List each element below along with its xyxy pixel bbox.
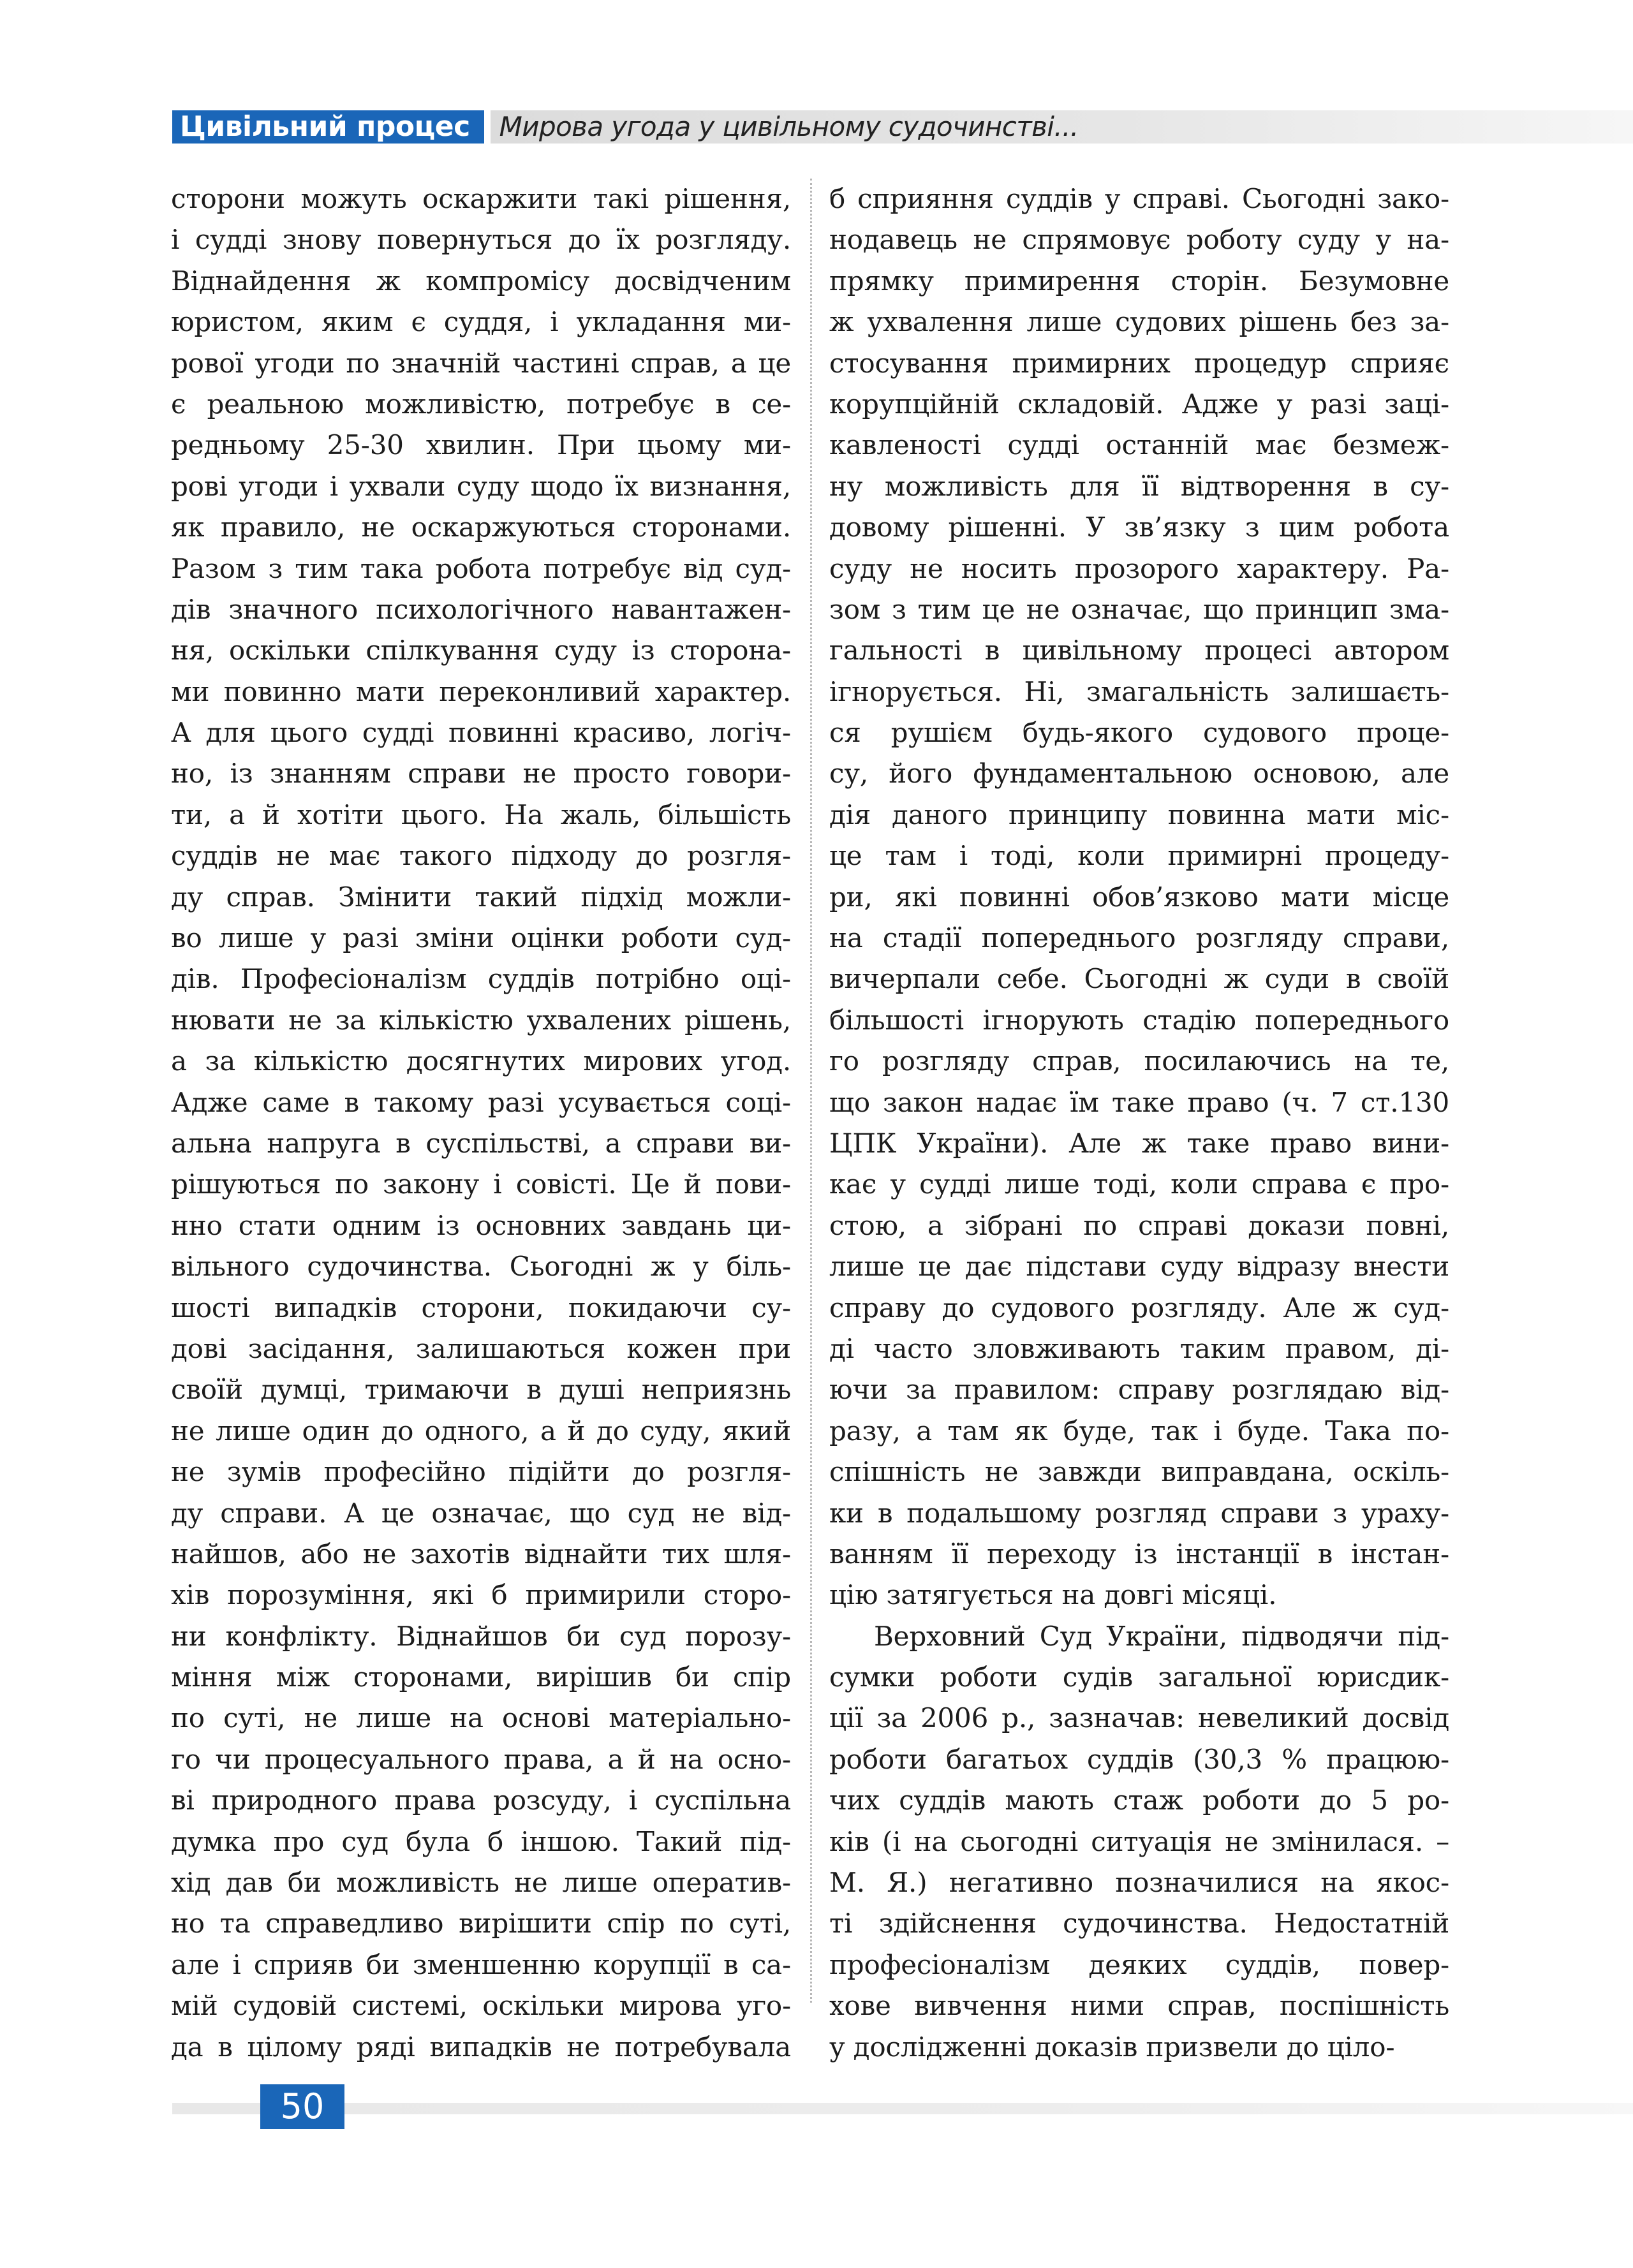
text-line: ри, які повинні обов’язково мати місце — [829, 881, 1449, 913]
text-line: б сприяння суддів у справі. Сьогодні зако- — [829, 183, 1449, 214]
text-line: Верховний Суд України, підводячи під- — [874, 1620, 1449, 1652]
text-line: суддів не має такого підходу до розгля- — [171, 840, 791, 872]
text-line: це там і тоді, коли примирні процеду- — [829, 840, 1449, 872]
text-line: ків (і на сьогодні ситуація не змінилася. – — [829, 1825, 1449, 1857]
text-line: но та справедливо вирішити спір по суті, — [171, 1908, 791, 1940]
text-line: ми повинно мати переконливий характер. — [171, 675, 791, 707]
text-line: юристом, яким є суддя, і укладання ми- — [171, 306, 791, 338]
text-line: нювати не за кількістю ухвалених рішень, — [171, 1004, 791, 1036]
text-line: ж ухвалення лише судових рішень без за- — [829, 306, 1449, 338]
text-line: стосування примирних процедур сприяє — [829, 347, 1449, 379]
text-line: а за кількістю досягнутих мирових угод. — [171, 1045, 791, 1077]
text-line: своїй думці, тримаючи в душі неприязнь — [171, 1374, 791, 1406]
text-line: що закон надає їм таке право (ч. 7 ст.130 — [829, 1086, 1449, 1118]
article-title: Мирова угода у цивільному судочинстві... — [491, 110, 1633, 144]
text-line: суду не носить прозорого характеру. Ра- — [829, 552, 1449, 584]
text-line: і судді знову повернуться до їх розгляду. — [171, 224, 791, 256]
footer-rule — [172, 2103, 1633, 2114]
text-line: найшов, або не захотів віднайти тих шля- — [171, 1538, 791, 1570]
text-line: шості випадків сторони, покидаючи су- — [171, 1292, 791, 1323]
text-line: хів порозуміння, які б примирили сторо- — [171, 1579, 791, 1611]
text-line: сумки роботи судів загальної юрисдик- — [829, 1661, 1449, 1693]
text-line: но, із знанням справи не просто говори- — [171, 758, 791, 790]
text-line: Разом з тим така робота потребує від суд- — [171, 552, 791, 584]
text-line: ті здійснення судочинства. Недостатній — [829, 1908, 1449, 1940]
text-line: не зумів професійно підійти до розгля- — [171, 1456, 791, 1488]
text-line: справу до судового розгляду. Але ж суд- — [829, 1292, 1449, 1323]
text-line: вільного судочинства. Сьогодні ж у біль- — [171, 1251, 791, 1283]
text-line: мій судовій системі, оскільки мирова уго- — [171, 1990, 791, 2022]
text-line: ючи за правилом: справу розглядаю від- — [829, 1374, 1449, 1406]
text-line: рової угоди по значній частині справ, а це — [171, 347, 791, 379]
text-line: во лише у разі зміни оцінки роботи суд- — [171, 922, 791, 954]
text-line: зом з тим це не означає, що принцип зма- — [829, 593, 1449, 625]
text-line: ни конфлікту. Віднайшов би суд порозу- — [171, 1620, 791, 1652]
text-line: разу, а там як буде, так і буде. Така по- — [829, 1415, 1449, 1447]
text-line: М. Я.) негативно позначилися на якос- — [829, 1867, 1449, 1899]
text-line: як правило, не оскаржуються сторонами. — [171, 512, 791, 543]
text-line: ки в подальшому розгляд справи з ураху- — [829, 1497, 1449, 1529]
text-line: не лише один до одного, а й до суду, який — [171, 1415, 791, 1447]
text-line: су, його фундаментальною основою, але — [829, 758, 1449, 790]
text-line: нно стати одним із основних завдань ци- — [171, 1209, 791, 1241]
text-line: міння між сторонами, вирішив би спір — [171, 1661, 791, 1693]
text-line: редньому 25-30 хвилин. При цьому ми- — [171, 429, 791, 461]
text-line: нодавець не спрямовує роботу суду у на- — [829, 224, 1449, 256]
text-line: стою, а зібрані по справі докази повні, — [829, 1209, 1449, 1241]
text-line: цію затягується на довгі місяці. — [829, 1579, 1277, 1611]
text-line: ду справ. Змінити такий підхід можли- — [171, 881, 791, 913]
text-line: але і сприяв би зменшенню корупції в са- — [171, 1948, 791, 1980]
text-line: дові засідання, залишаються кожен при — [171, 1332, 791, 1364]
text-line: го чи процесуального права, а й на осно- — [171, 1743, 791, 1775]
text-line: по суті, не лише на основі матеріально- — [171, 1702, 791, 1734]
text-line: гальності в цивільному процесі автором — [829, 635, 1449, 666]
text-line: ції за 2006 р., зазначав: невеликий досвід — [829, 1702, 1449, 1734]
text-line: думка про суд була б іншою. Такий під- — [171, 1825, 791, 1857]
text-line: А для цього судді повинні красиво, логіч- — [171, 717, 791, 749]
text-line: дів. Професіоналізм суддів потрібно оці- — [171, 963, 791, 995]
text-line: рові угоди і ухвали суду щодо їх визнання, — [171, 470, 791, 502]
text-line: корупційній складовій. Адже у разі заці- — [829, 388, 1449, 420]
text-line: альна напруга в суспільстві, а справи ви- — [171, 1127, 791, 1159]
text-line: ванням її переходу із інстанції в інстан- — [829, 1538, 1449, 1570]
text-line: ду справи. А це означає, що суд не від- — [171, 1497, 791, 1529]
text-line: го розгляду справ, посилаючись на те, — [829, 1045, 1449, 1077]
text-line: сторони можуть оскаржити такі рішення, — [171, 183, 791, 214]
text-line: є реальною можливістю, потребує в се- — [171, 388, 791, 420]
text-line: на стадії попереднього розгляду справи, — [829, 922, 1449, 954]
text-line: дія даного принципу повинна мати міс- — [829, 799, 1449, 830]
text-line: кає у судді лише тоді, коли справа є про- — [829, 1168, 1449, 1200]
text-line: роботи багатьох суддів (30,3 % працюю- — [829, 1743, 1449, 1775]
text-line: ігнорується. Ні, змагальність залишаєть- — [829, 675, 1449, 707]
text-line: прямку примирення сторін. Безумовне — [829, 265, 1449, 297]
text-line: ну можливість для її відтворення в су- — [829, 470, 1449, 502]
text-line: ві природного права розсуду, і суспільна — [171, 1785, 791, 1816]
text-line: ти, а й хотіти цього. На жаль, більшість — [171, 799, 791, 830]
text-line: рішуються по закону і совісті. Це й пови- — [171, 1168, 791, 1200]
text-line: хове вивчення ними справ, поспішність — [829, 1990, 1449, 2022]
text-line: вичерпали себе. Сьогодні ж суди в своїй — [829, 963, 1449, 995]
text-line: у дослідженні доказів призвели до ціло- — [829, 2031, 1395, 2063]
text-line: професіоналізм деяких суддів, повер- — [829, 1948, 1449, 1980]
text-line: чих суддів мають стаж роботи до 5 ро- — [829, 1785, 1449, 1816]
column-divider — [810, 179, 812, 2003]
text-line: да в цілому ряді випадків не потребувала — [171, 2031, 791, 2063]
text-line: Віднайдення ж компромісу досвідченим — [171, 265, 791, 297]
text-line: кавленості судді останній має безмеж- — [829, 429, 1449, 461]
page-number: 50 — [260, 2084, 344, 2129]
text-line: Адже саме в такому разі усувається соці- — [171, 1086, 791, 1118]
section-title: Цивільний процес — [172, 110, 484, 144]
text-line: спішність не завжди виправдана, оскіль- — [829, 1456, 1449, 1488]
text-line: ЦПК України). Але ж таке право вини- — [829, 1127, 1449, 1159]
text-line: ся рушієм будь-якого судового проце- — [829, 717, 1449, 749]
right-column — [829, 179, 1449, 2068]
text-line: дів значного психологічного навантажен- — [171, 593, 791, 625]
text-line: лише це дає підстави суду відразу внести — [829, 1251, 1449, 1283]
left-column — [171, 179, 791, 2068]
text-line: ня, оскільки спілкування суду із сторона- — [171, 635, 791, 666]
header-separator — [484, 110, 491, 144]
text-line: хід дав би можливість не лише оператив- — [171, 1867, 791, 1899]
text-line: більшості ігнорують стадію попереднього — [829, 1004, 1449, 1036]
running-header — [172, 110, 1633, 144]
text-line: ді часто зловживають таким правом, ді- — [829, 1332, 1449, 1364]
text-line: довому рішенні. У зв’язку з цим робота — [829, 512, 1449, 543]
